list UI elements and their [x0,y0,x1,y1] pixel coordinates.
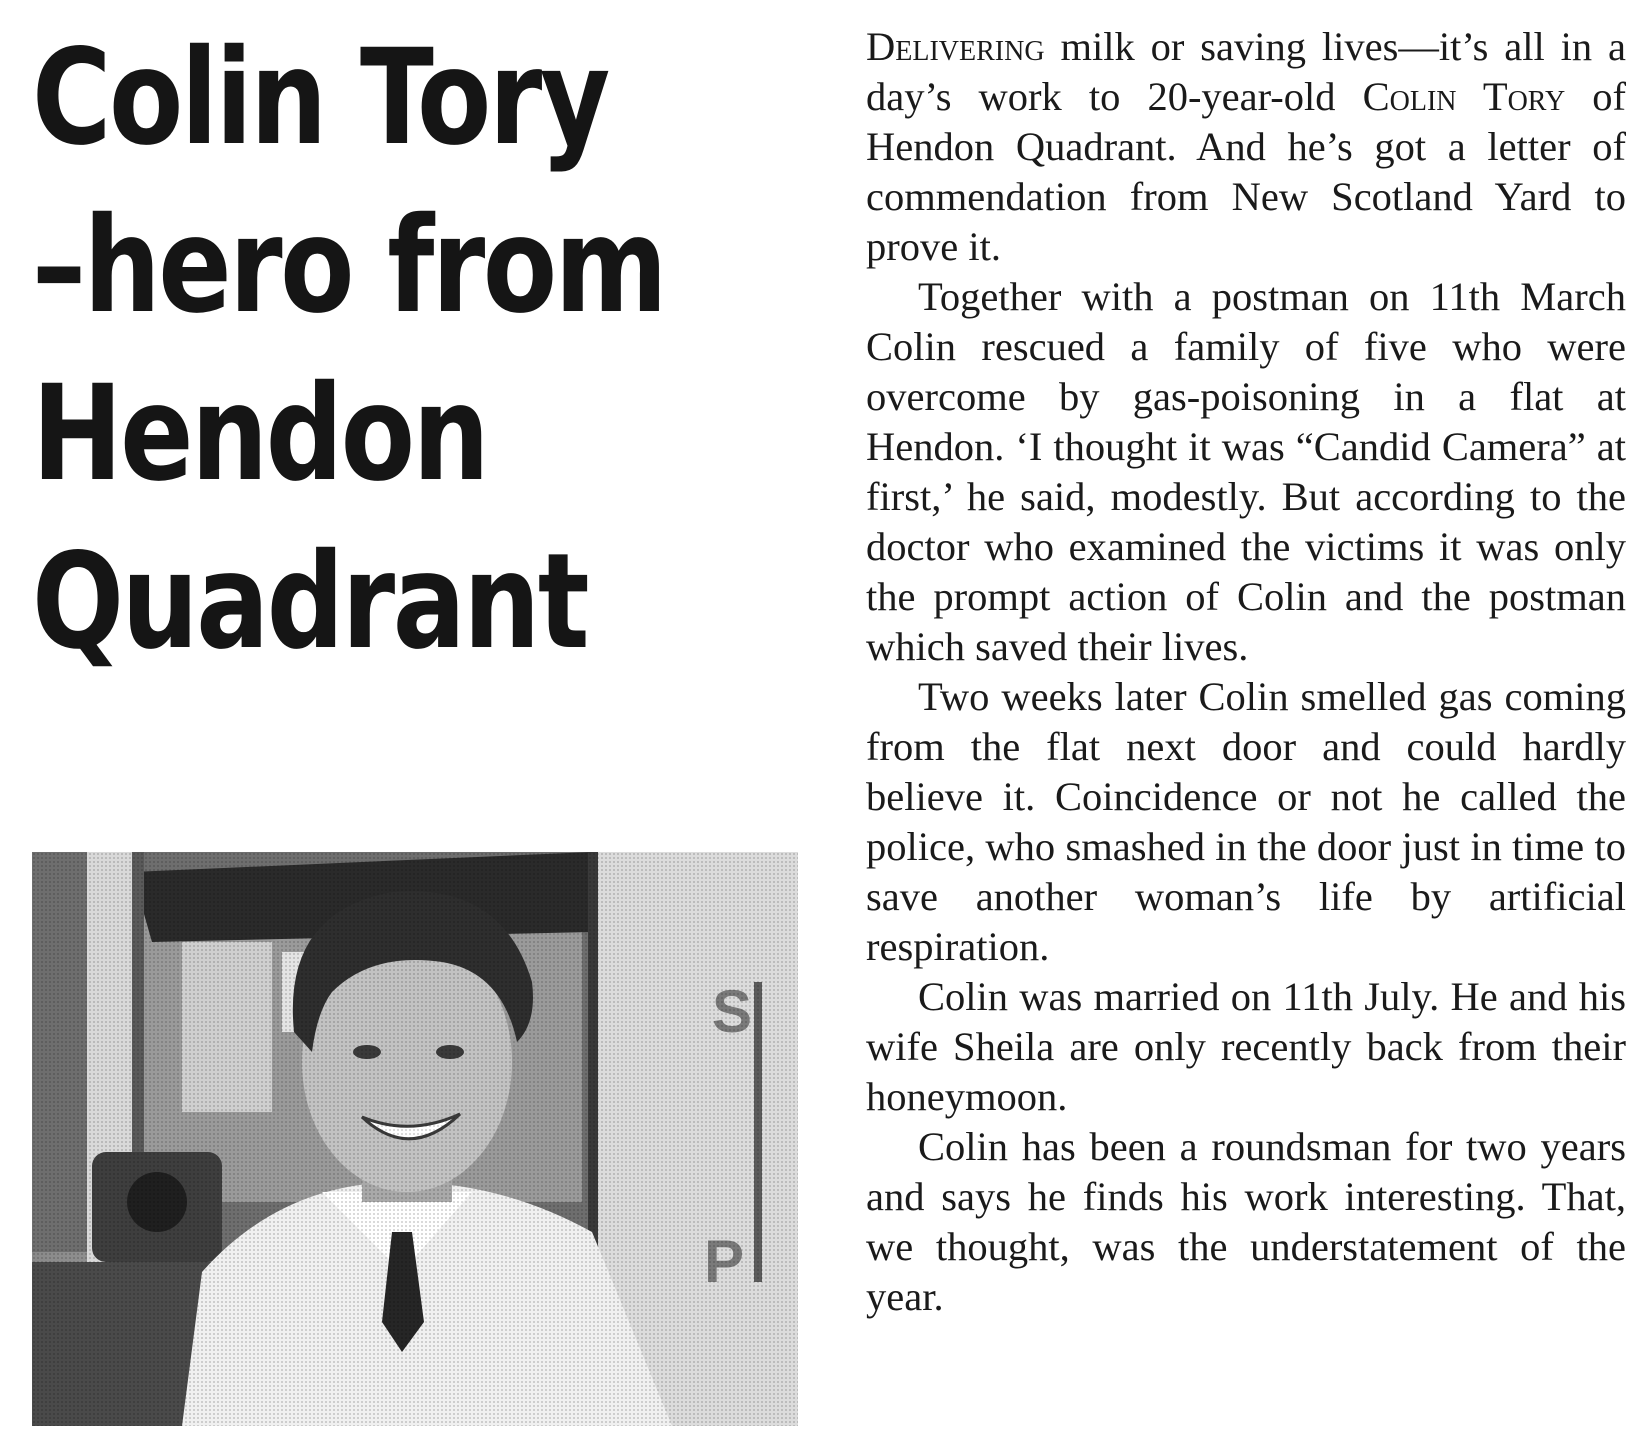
article-paragraph-2: Together with a postman on 11th March Colin rescued a family of five who were overcome by gas-poisoning in a flat at Hendon. ‘I thought it was “Candid Camera” at first,’ he said, modestly. But according to the doctor who examined the victims it was only the prompt action of Colin and the postman which saved their lives. [866,274,1626,669]
subject-name: Colin Tory [1362,74,1566,119]
headline-line-2: –hero from [32,189,666,343]
article-paragraph-5: Colin has been a roundsman for two years and says he finds his work interesting. That, we thought, was the understatement of the year. [866,1124,1626,1319]
article-body [866,22,1626,1322]
article-paragraph-4: Colin was married on 11th July. He and his wife Sheila are only recently back from their honeymoon. [866,974,1626,1119]
lead-word: Delivering [866,24,1045,69]
paragraph-1-text-a: milk or saving lives—it’s all in a day’s work to 20-year-old [866,24,1626,119]
photo-illustration [32,852,798,1426]
paragraph-1-text-b: of Hendon Quadrant. And he’s got a letter of commendation from New Scotland Yard to prove it. [866,74,1626,269]
headline-line-4: Quadrant [32,525,588,679]
headline-line-3: Hendon [32,357,488,511]
portrait-photo [32,852,798,1426]
article-paragraph-3: Two weeks later Colin smelled gas coming from the flat next door and could hardly believe it. Coincidence or not he called the police, who smashed in the door just in time to save another woman’s life by artificial respiration. [866,674,1626,969]
headline [32,14,672,686]
article-paragraph-1 [866,22,1626,272]
headline-line-1: Colin Tory [32,21,608,175]
